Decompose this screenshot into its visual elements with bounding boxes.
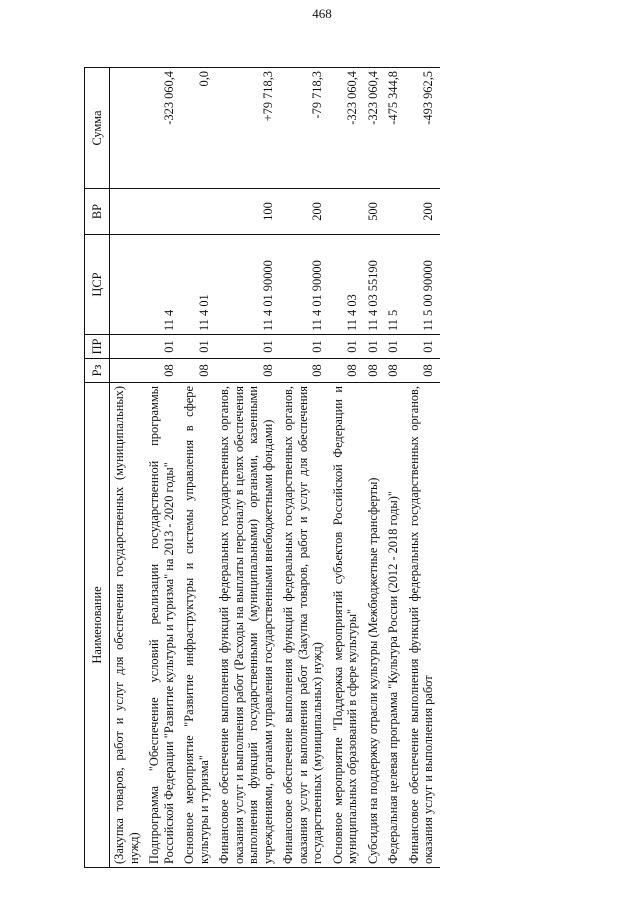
row-vr bbox=[110, 189, 146, 235]
row-sum: -323 060,4 bbox=[145, 68, 180, 189]
table-header-row bbox=[85, 68, 110, 868]
budget-table bbox=[84, 67, 440, 868]
row-pr: 01 bbox=[180, 335, 215, 359]
row-vr: 200 bbox=[405, 189, 440, 235]
row-name: Финансовое обеспечение выполнения функций федеральных государственных органов, оказания услуг и выполнения работ bbox=[405, 383, 440, 868]
row-vr bbox=[329, 189, 364, 235]
row-csr: 11 5 bbox=[384, 235, 405, 335]
row-sum: -475 344,8 bbox=[384, 68, 405, 189]
table-row bbox=[110, 68, 146, 868]
table-row bbox=[215, 68, 279, 868]
row-csr: 11 4 01 90000 bbox=[279, 235, 329, 335]
row-csr: 11 5 00 90000 bbox=[405, 235, 440, 335]
row-name: Подпрограмма "Обеспечение условий реализации государственной программы Российской Федерации "Развитие культуры и туризма" на 2013 - 2020 годы" bbox=[145, 383, 180, 868]
header-pr: ПР bbox=[85, 335, 110, 359]
row-pr: 01 bbox=[384, 335, 405, 359]
table-row bbox=[329, 68, 364, 868]
row-pr: 01 bbox=[215, 335, 279, 359]
header-rz: Рз bbox=[85, 359, 110, 383]
table-row bbox=[180, 68, 215, 868]
row-csr: 11 4 bbox=[145, 235, 180, 335]
row-name: Основное мероприятие "Поддержка мероприятий субъектов Российской Федерации и муниципальных образований в сфере культуры" bbox=[329, 383, 364, 868]
row-rz: 08 bbox=[405, 359, 440, 383]
row-sum: -79 718,3 bbox=[279, 68, 329, 189]
header-vr: ВР bbox=[85, 189, 110, 235]
row-sum: -493 962,5 bbox=[405, 68, 440, 189]
row-csr: 11 4 01 90000 bbox=[215, 235, 279, 335]
row-pr: 01 bbox=[364, 335, 385, 359]
row-vr: 500 bbox=[364, 189, 385, 235]
table-row bbox=[405, 68, 440, 868]
row-sum: -323 060,4 bbox=[329, 68, 364, 189]
table-row bbox=[145, 68, 180, 868]
row-vr: 100 bbox=[215, 189, 279, 235]
table-row bbox=[364, 68, 385, 868]
row-csr: 11 4 01 bbox=[180, 235, 215, 335]
row-vr: 200 bbox=[279, 189, 329, 235]
row-pr: 01 bbox=[329, 335, 364, 359]
row-vr bbox=[180, 189, 215, 235]
page-number: 468 bbox=[312, 6, 332, 21]
row-rz bbox=[110, 359, 146, 383]
row-rz: 08 bbox=[329, 359, 364, 383]
header-sum: Сумма bbox=[85, 68, 110, 189]
table-row bbox=[279, 68, 329, 868]
table-row bbox=[384, 68, 405, 868]
row-sum: +79 718,3 bbox=[215, 68, 279, 189]
row-pr: 01 bbox=[279, 335, 329, 359]
row-csr: 11 4 03 bbox=[329, 235, 364, 335]
header-name: Наименование bbox=[85, 383, 110, 868]
row-name: Федеральная целевая программа "Культура России (2012 - 2018 годы)" bbox=[384, 383, 405, 868]
row-rz: 08 bbox=[145, 359, 180, 383]
row-name: Субсидия на поддержку отрасли культуры (Межбюджетные трансферты) bbox=[364, 383, 385, 868]
row-pr bbox=[110, 335, 146, 359]
row-rz: 08 bbox=[215, 359, 279, 383]
row-name: (Закупка товаров, работ и услуг для обеспечения государственных (муниципальных) нужд) bbox=[110, 383, 146, 868]
row-rz: 08 bbox=[384, 359, 405, 383]
row-rz: 08 bbox=[364, 359, 385, 383]
row-sum: -323 060,4 bbox=[364, 68, 385, 189]
row-csr bbox=[110, 235, 146, 335]
row-pr: 01 bbox=[405, 335, 440, 359]
header-csr: ЦСР bbox=[85, 235, 110, 335]
row-name: Основное мероприятие "Развитие инфраструктуры и системы управления в сфере культуры и туризма" bbox=[180, 383, 215, 868]
row-vr bbox=[384, 189, 405, 235]
row-name: Финансовое обеспечение выполнения функций федеральных государственных органов, оказания услуг и выполнения работ (Закупка товаров, работ и услуг для обеспечения государственных (муниципальных) нужд) bbox=[279, 383, 329, 868]
row-pr: 01 bbox=[145, 335, 180, 359]
row-vr bbox=[145, 189, 180, 235]
row-sum: 0,0 bbox=[180, 68, 215, 189]
row-sum bbox=[110, 68, 146, 189]
row-rz: 08 bbox=[180, 359, 215, 383]
row-name: Финансовое обеспечение выполнения функций федеральных государственных органов, оказания услуг и выполнения работ (Расходы на выплаты персоналу в целях обеспечения выполнения функций государственными (муниципальными) органами, казенными учреждениями, органами управления государственными внебюджетными фондами) bbox=[215, 383, 279, 868]
row-csr: 11 4 03 55190 bbox=[364, 235, 385, 335]
rotated-table-container bbox=[84, 68, 604, 868]
row-rz: 08 bbox=[279, 359, 329, 383]
